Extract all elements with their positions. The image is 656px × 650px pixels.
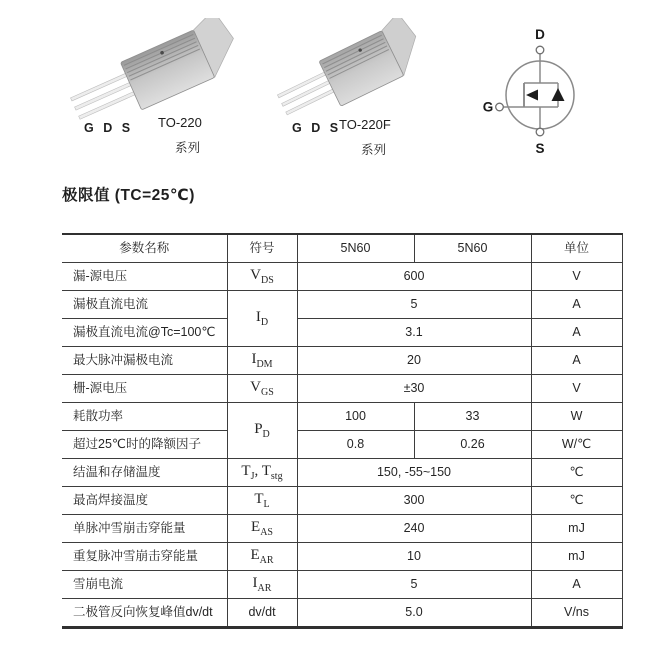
parameter-cell: 漏极直流电流 — [62, 291, 227, 319]
symbol-cell: $V_{GS}$ — [227, 375, 297, 403]
header-cell: 5N60 — [414, 234, 531, 263]
value-cell: 3.1 — [297, 319, 531, 347]
table-row — [62, 543, 622, 571]
symbol-cell: $V_{DS}$ — [227, 263, 297, 291]
table-row — [62, 599, 622, 628]
value-cell: 100 — [297, 403, 414, 431]
parameter-cell: 雪崩电流 — [62, 571, 227, 599]
to220f-pin-labels: G D S — [292, 121, 342, 135]
table-row — [62, 571, 622, 599]
to220-series: 系列 — [175, 141, 201, 155]
value-cell: 300 — [297, 487, 531, 515]
table-row — [62, 263, 622, 291]
header-cell: 参数名称 — [62, 234, 227, 263]
unit-cell: ℃ — [531, 459, 622, 487]
body-diode-icon — [552, 88, 565, 101]
to220-pin-labels: G D S — [84, 121, 134, 135]
symbol-cell: $E_{AS}$ — [227, 515, 297, 543]
unit-cell: A — [531, 571, 622, 599]
to220f-body-group — [270, 18, 429, 129]
value-cell: ±30 — [297, 375, 531, 403]
value-cell: 5 — [297, 291, 531, 319]
header-cell: 5N60 — [297, 234, 414, 263]
value-cell: 150, -55~150 — [297, 459, 531, 487]
unit-cell: ℃ — [531, 487, 622, 515]
table-row — [62, 459, 622, 487]
symbol-cell: $P_D$ — [227, 403, 297, 459]
unit-cell: mJ — [531, 515, 622, 543]
drain-terminal-dot — [536, 46, 544, 54]
header-cell: 单位 — [531, 234, 622, 263]
header-cell: 符号 — [227, 234, 297, 263]
parameter-cell: 耗散功率 — [62, 403, 227, 431]
unit-cell: mJ — [531, 543, 622, 571]
symbol-cell: dv/dt — [227, 599, 297, 628]
parameter-cell: 最大脉冲漏极电流 — [62, 347, 227, 375]
unit-cell: A — [531, 319, 622, 347]
parameter-cell: 重复脉冲雪崩击穿能量 — [62, 543, 227, 571]
table-row — [62, 291, 622, 319]
mosfet-symbol-lines — [503, 54, 574, 129]
unit-cell: V — [531, 263, 622, 291]
table-row — [62, 403, 622, 431]
source-label: S — [535, 141, 545, 156]
unit-cell: V — [531, 375, 622, 403]
source-terminal-dot — [536, 128, 544, 136]
unit-cell: A — [531, 291, 622, 319]
drain-label: D — [535, 27, 545, 42]
table-row — [62, 347, 622, 375]
gate-label: G — [482, 99, 494, 115]
table-row — [62, 487, 622, 515]
symbol-cell: $I_{DM}$ — [227, 347, 297, 375]
unit-cell: A — [531, 347, 622, 375]
channel-arrow-icon — [526, 90, 538, 101]
value-cell: 10 — [297, 543, 531, 571]
parameter-cell: 栅-源电压 — [62, 375, 227, 403]
table-row — [62, 515, 622, 543]
ratings-table — [62, 233, 623, 629]
value-cell: 240 — [297, 515, 531, 543]
value-cell: 600 — [297, 263, 531, 291]
value-cell: 20 — [297, 347, 531, 375]
to220-body-group — [62, 18, 245, 134]
section-title: 极限值 (TC=25℃) — [62, 187, 195, 204]
parameter-cell: 最高焊接温度 — [62, 487, 227, 515]
to220-package-image — [50, 18, 250, 143]
symbol-cell: $I_D$ — [227, 291, 297, 347]
table-row — [62, 431, 622, 459]
value-cell: 0.26 — [414, 431, 531, 459]
unit-cell: W — [531, 403, 622, 431]
to220-name: TO-220 — [158, 115, 202, 130]
symbol-cell: $T_L$ — [227, 487, 297, 515]
value-cell: 5 — [297, 571, 531, 599]
symbol-cell: $E_{AR}$ — [227, 543, 297, 571]
to220f-name: TO-220F — [339, 117, 391, 132]
parameter-cell: 二极管反向恢复峰值dv/dt — [62, 599, 227, 628]
table-body — [62, 263, 622, 628]
unit-cell: V/ns — [531, 599, 622, 628]
parameter-cell: 漏-源电压 — [62, 263, 227, 291]
value-cell: 0.8 — [297, 431, 414, 459]
table-row — [62, 319, 622, 347]
parameter-cell: 超过25℃时的降额因子 — [62, 431, 227, 459]
parameter-cell: 漏极直流电流@Tc=100℃ — [62, 319, 227, 347]
table-header-row — [62, 234, 622, 263]
parameter-cell: 单脉冲雪崩击穿能量 — [62, 515, 227, 543]
gate-terminal-dot — [496, 103, 504, 111]
unit-cell: W/℃ — [531, 431, 622, 459]
symbol-cell: $I_{AR}$ — [227, 571, 297, 599]
parameter-cell: 结温和存储温度 — [62, 459, 227, 487]
to220f-series: 系列 — [361, 143, 387, 157]
value-cell: 5.0 — [297, 599, 531, 628]
value-cell: 33 — [414, 403, 531, 431]
mosfet-symbol — [470, 10, 656, 165]
table-row — [62, 375, 622, 403]
symbol-cell: $T_J$, $T_{stg}$ — [227, 459, 297, 487]
